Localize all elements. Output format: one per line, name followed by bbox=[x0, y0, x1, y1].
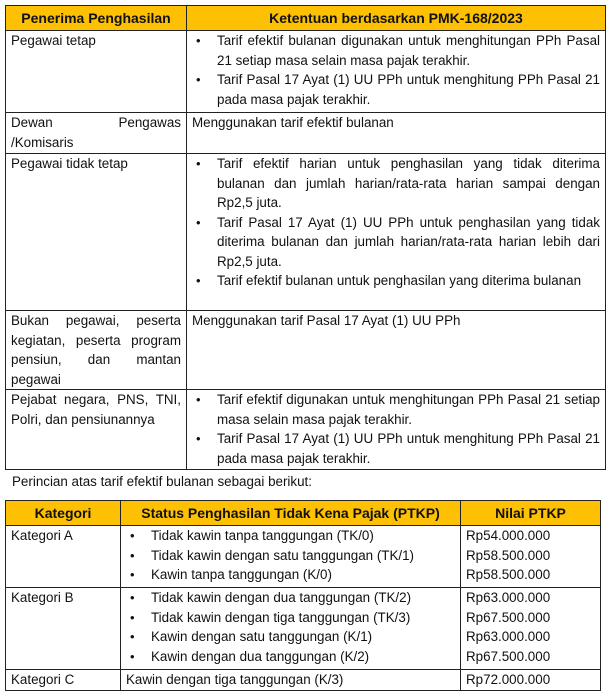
header-recipient: Penerima Penghasilan bbox=[6, 6, 187, 31]
ptkp-value: Rp58.500.000 bbox=[466, 567, 551, 582]
table-row bbox=[6, 113, 606, 154]
ptkp-value: Rp58.500.000 bbox=[466, 547, 551, 563]
provisions-cell bbox=[187, 31, 606, 113]
list-item: • Kawin dengan satu tanggungan (K/1) bbox=[147, 627, 455, 647]
list-item: • Tarif Pasal 17 Ayat (1) UU PPh untuk penghasilan yang tidak diterima bulanan dan jumlah harian/rata-rata harian lebih dari Rp2,5 juta. bbox=[213, 213, 600, 272]
table-row bbox=[6, 670, 601, 691]
table-row bbox=[6, 311, 606, 390]
table-header-row bbox=[6, 6, 606, 31]
ptkp-value: Rp72.000.000 bbox=[466, 672, 551, 687]
list-item: • Tarif efektif bulanan digunakan untuk menghitungan PPh Pasal 21 setiap masa selain masa pajak terakhir. bbox=[213, 31, 600, 70]
ptkp-value: Rp67.500.000 bbox=[466, 609, 551, 625]
list-item: • Tarif efektif harian untuk penghasilan yang tidak diterima bulanan dan jumlah harian/rata-rata harian sampai dengan Rp2,5 juta. bbox=[213, 154, 600, 213]
value-cell bbox=[461, 588, 601, 670]
recipient-cell bbox=[6, 113, 187, 154]
recipient-cell: Pegawai tetap bbox=[6, 31, 187, 113]
list-item: • Kawin tanpa tanggungan (K/0) bbox=[147, 565, 455, 585]
value-cell bbox=[461, 670, 601, 691]
list-item: • Tarif efektif digunakan untuk menghitungan PPh Pasal 21 setiap masa selain masa pajak terakhir. bbox=[213, 390, 600, 429]
status-cell: Kawin dengan tiga tanggungan (K/3) bbox=[121, 670, 461, 691]
list-item: • Tidak kawin dengan dua tanggungan (TK/2) bbox=[147, 588, 455, 608]
table-row bbox=[6, 31, 606, 113]
table-row bbox=[6, 526, 601, 588]
list-item: • Tarif efektif bulanan untuk penghasilan yang diterima bulanan bbox=[213, 271, 600, 291]
ptkp-value: Rp63.000.000 bbox=[466, 629, 551, 644]
recipient-line: Dewan Pengawas bbox=[11, 115, 181, 130]
recipient-line: /Komisaris bbox=[11, 134, 74, 150]
recipient-cell: Pejabat negara, PNS, TNI, Polri, dan pensiunannya bbox=[6, 390, 187, 470]
list-item: • Tarif Pasal 17 Ayat (1) UU PPh untuk menghitung PPh Pasal 21 pada masa pajak terakhir. bbox=[213, 70, 600, 109]
list-item: • Kawin dengan dua tanggungan (K/2) bbox=[147, 647, 455, 667]
header-provisions: Ketentuan berdasarkan PMK-168/2023 bbox=[187, 6, 606, 31]
list-item: • Tarif Pasal 17 Ayat (1) UU PPh untuk menghitung PPh Pasal 21 pada masa pajak terakhir. bbox=[213, 429, 600, 468]
list-item: • Tidak kawin dengan tiga tanggungan (TK/3) bbox=[147, 608, 455, 628]
header-status: Status Penghasilan Tidak Kena Pajak (PTKP) bbox=[121, 501, 461, 526]
ptkp-value: Rp54.000.000 bbox=[466, 528, 551, 543]
header-category: Kategori bbox=[6, 501, 121, 526]
provisions-cell bbox=[187, 390, 606, 470]
intro-text: Perincian atas tarif efektif bulanan sebagai berikut: bbox=[12, 474, 312, 489]
table-header-row bbox=[6, 501, 601, 526]
value-cell bbox=[461, 526, 601, 588]
provisions-cell: Menggunakan tarif efektif bulanan bbox=[187, 113, 606, 154]
list-item: • Tidak kawin dengan satu tanggungan (TK/1) bbox=[147, 546, 455, 566]
ptkp-value: Rp63.000.000 bbox=[466, 590, 551, 605]
header-value: Nilai PTKP bbox=[461, 501, 601, 526]
category-cell: Kategori A bbox=[6, 526, 121, 588]
provisions-cell: Menggunakan tarif Pasal 17 Ayat (1) UU PPh bbox=[187, 311, 606, 390]
status-cell bbox=[121, 588, 461, 670]
recipient-cell: Pegawai tidak tetap bbox=[6, 154, 187, 311]
table-row bbox=[6, 390, 606, 470]
ptkp-table bbox=[5, 500, 601, 691]
provisions-cell bbox=[187, 154, 606, 311]
table-row bbox=[6, 588, 601, 670]
table-row bbox=[6, 154, 606, 311]
category-cell: Kategori C bbox=[6, 670, 121, 691]
ptkp-value: Rp67.500.000 bbox=[466, 648, 551, 664]
status-cell bbox=[121, 526, 461, 588]
category-cell: Kategori B bbox=[6, 588, 121, 670]
list-item: • Tidak kawin tanpa tanggungan (TK/0) bbox=[147, 526, 455, 546]
recipient-cell: Bukan pegawai, peserta kegiatan, peserta program pensiun, dan mantan pegawai bbox=[6, 311, 187, 390]
pmk-provisions-table bbox=[5, 5, 606, 470]
